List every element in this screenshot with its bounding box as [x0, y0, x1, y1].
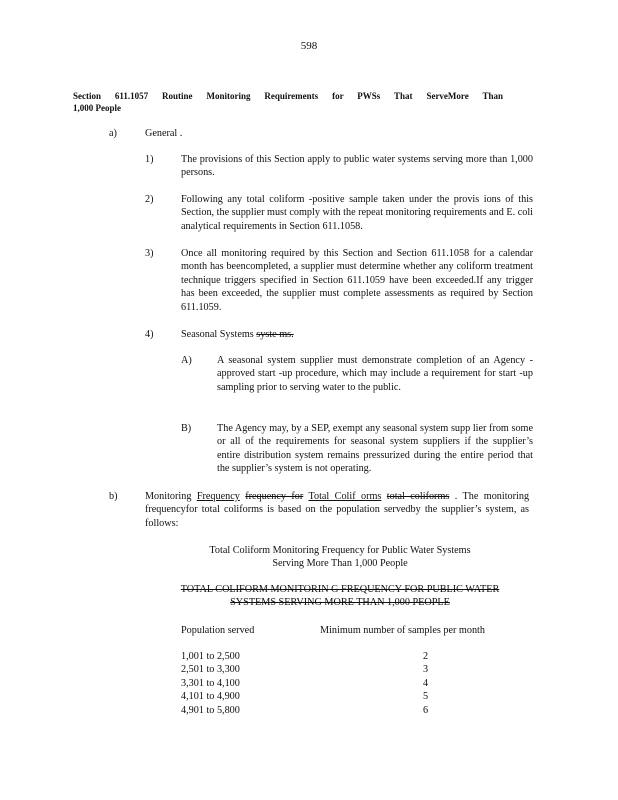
row-samples: 6 [423, 704, 429, 716]
b-text-2: . The [454, 491, 479, 502]
table-header-samples: Minimum number of samples per month [320, 625, 485, 636]
item-3-number: 3) [145, 248, 154, 259]
table-row [181, 677, 428, 690]
page-number: 598 [300, 40, 318, 52]
deleted-table-title-line2: SYSTEMS SERVING MORE THAN 1,000 PEOPLE [230, 597, 450, 608]
subitem-A-text: A seasonal system supplier must demonstrate completion of an Agency -approved start -up procedure, which may include a requirement for start -up sampling prior to serving water to the public. [217, 355, 533, 393]
item-4-number: 4) [145, 329, 154, 340]
table-row [181, 704, 428, 717]
row-population: 2,501 to 3,300 [181, 664, 240, 676]
table-row [181, 663, 428, 676]
subitem-B-number: B) [181, 423, 192, 434]
section-heading-line1: Section 611.1057 Routine Monitoring Requirements for PWSs That ServeMore Than [73, 91, 503, 101]
deleted-table-title-line1: TOTAL COLIFORM MONITORIN G FREQUENCY FOR PUBLIC WATER [180, 584, 500, 595]
item-4-label: Seasonal Systems [181, 329, 254, 340]
item-4-text [181, 328, 294, 341]
table-row [181, 690, 428, 703]
row-population: 1,001 to 2,500 [181, 651, 240, 662]
row-population: 3,301 to 4,100 [181, 677, 240, 689]
subsection-a-label: a) [109, 128, 117, 139]
item-3-text: Once all monitoring required by this Section and Section 611.1058 for a calendar month has beencompleted, a supplier must determine whether any coliform treatment technique triggers specified in Section 611.1059 have been exceeded.If any trigger has been exceeded, the supplier must complete assessments as required by Section 611.1059. [181, 248, 533, 313]
item-1-number: 1) [145, 154, 154, 165]
table-title-line2: Serving More Than 1,000 People [272, 558, 408, 569]
subsection-a-title: General . [145, 128, 183, 139]
subsection-b-label: b) [109, 491, 118, 502]
section-heading-line2: 1,000 People [73, 103, 121, 113]
b-deleted-total-coliforms: total coliforms [386, 491, 450, 502]
item-2-number: 2) [145, 194, 154, 205]
item-1-text: The provisions of this Section apply to public water systems serving more than 1,000 persons. [181, 154, 533, 179]
row-samples: 2 [423, 651, 429, 662]
table-header-population: Population served [181, 625, 255, 636]
row-samples: 3 [423, 664, 429, 676]
b-text-1: Monitoring [145, 491, 192, 502]
item-2-text: Following any total coliform -positive sample taken under the provis ions of this Section, the supplier must comply with the repeat monitoring requirements and E. coli analytical requirements in Section 611.1058. [181, 194, 533, 232]
subsection-b-text [145, 490, 529, 530]
row-samples: 5 [423, 691, 429, 703]
subitem-B-text: The Agency may, by a SEP, exempt any seasonal system supp lier from some or all of the requirements for seasonal system suppliers if the supplier’s entire distribution system remains pressurized during the entire period that the supplier’s system is not operating. [217, 423, 533, 475]
subitem-A-number: A) [181, 355, 192, 366]
table-row [181, 650, 428, 663]
b-inserted-frequency: Frequency [196, 491, 240, 502]
row-population: 4,901 to 5,800 [181, 704, 240, 716]
b-inserted-total-coliforms: Total Colif orms [308, 491, 382, 502]
b-text-rest: monitoring frequencyfor total coliforms is based on the population servedby the supplier’s system, as follows: [145, 491, 530, 529]
item-4-deleted-text: syste ms. [256, 329, 294, 340]
row-population: 4,101 to 4,900 [181, 691, 240, 703]
row-samples: 4 [423, 677, 429, 689]
b-deleted-frequency-for: frequency for [245, 491, 304, 502]
table-title-line1: Total Coliform Monitoring Frequency for Public Water Systems [209, 545, 471, 556]
population-table [181, 650, 428, 717]
